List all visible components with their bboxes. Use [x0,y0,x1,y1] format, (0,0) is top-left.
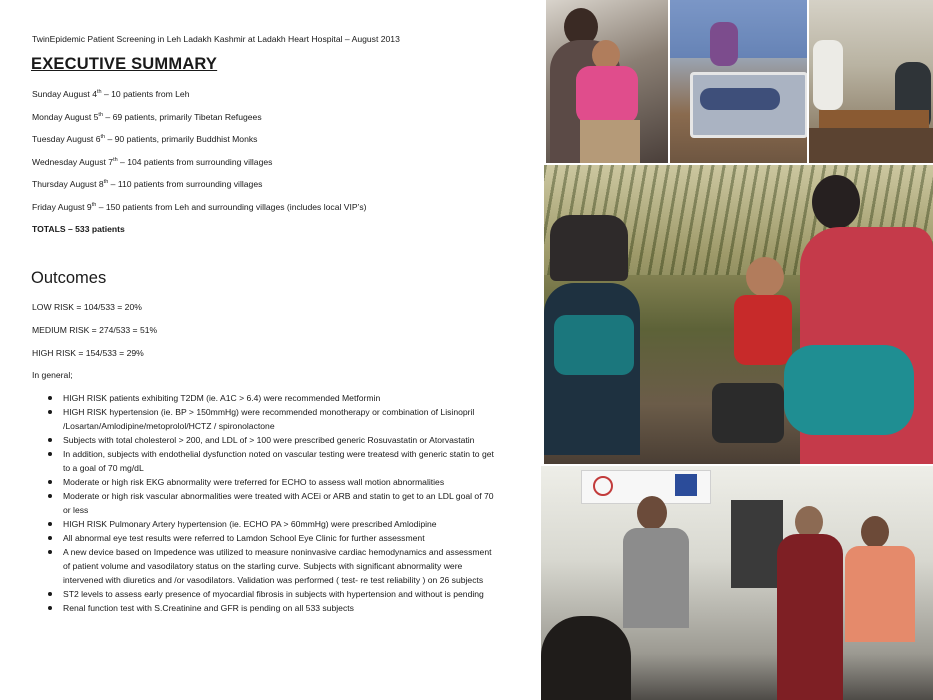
desk-shape [819,110,929,128]
emblem-icon [675,474,697,496]
risk-line-high: HIGH RISK = 154/533 = 29% [32,348,144,358]
totals-line: TOTALS – 533 patients [32,224,125,234]
patient-shape [700,88,780,110]
foreground-head-shape [541,616,631,700]
bullet-item: Subjects with total cholesterol > 200, and LDL of > 100 were prescribed generic Rosuvastatin or Atorvastatin [0,433,520,447]
photo-hospital-group [541,466,933,700]
bullet-item: ST2 levels to assess early presence of myocardial fibrosis in subjects with hypertension and without is pending [0,587,520,601]
child-head-shape [746,257,784,297]
day-line: Friday August 9th – 150 patients from Leh and surrounding villages (includes local VIP’s) [32,202,367,212]
monk-robe-shape [777,534,843,700]
photo-clinic-desk [809,0,933,163]
bullet-item: HIGH RISK hypertension (ie. BP > 150mmHg) were recommended monotherapy or combination of Lisinopril /Losartan/Amlodipine/metoprolol/HCTZ / spironolactone [0,405,520,433]
man-right-shirt-shape [845,546,915,642]
day-line: Wednesday August 7th – 104 patients from surrounding villages [32,157,273,167]
executive-summary-title: EXECUTIVE SUMMARY [31,55,218,73]
day-line: Thursday August 8th – 110 patients from surrounding villages [32,179,263,189]
bullet-item: All abnormal eye test results were referred to Lamdon School Eye Clinic for further assessment [0,531,520,545]
woman-hat-shape [550,215,628,281]
doctor-shape [813,40,843,110]
bullet-item: HIGH RISK patients exhibiting T2DM (ie. A1C > 6.4) were recommended Metformin [0,391,520,405]
risk-line-low: LOW RISK = 104/533 = 20% [32,302,142,312]
child-shirt-shape [734,295,792,365]
day-line: Sunday August 4th – 10 patients from Leh [32,89,190,99]
bullet-item: Moderate or high risk vascular abnormalities were treated with ACEi or ARB and statin to get to an LDL goal of 70 or less [0,489,520,517]
bullet-item: Renal function test with S.Creatinine and GFR is pending on all 533 subjects [0,601,520,615]
outcomes-bullet-list [0,391,520,615]
bullet-item: In addition, subjects with endothelial dysfunction noted on vascular testing were treatesd with generic statin to get to a goal of 70 mg/dL [0,447,520,475]
lap-shape [580,120,640,163]
bullet-item: Moderate or high risk EKG abnormality were treferred for ECHO to assess wall motion abnormalities [0,475,520,489]
curtain-shape [670,0,807,58]
in-general-label: In general; [32,370,73,380]
photo-mother-and-child [546,0,668,163]
day-line: Monday August 5th – 69 patients, primarily Tibetan Refugees [32,112,262,122]
man-right-head-shape [861,516,889,548]
bag-shape [712,383,784,443]
standing-person-shape [710,22,738,66]
floor-shape [809,128,933,163]
outcomes-title: Outcomes [31,269,107,287]
photo-patient-on-bed [670,0,807,163]
woman-right-skirt-shape [784,345,914,435]
bullet-item: HIGH RISK Pulmonary Artery hypertension (ie. ECHO PA > 60mmHg) were prescribed Amlodipine [0,517,520,531]
notice-board-shape [731,500,783,588]
woman-right-head-shape [812,175,860,229]
bullet-item: A new device based on Impedence was utilized to measure noninvasive cardiac hemodynamics and assessment of patient volume and vasodilatory status on the starling curve. Subjects with significant abnormality were intervened with diuretics and /or vasodilators. Validation was performed ( test- re test reliability ) on 26 subjects [0,545,520,587]
teal-shawl-shape [554,315,634,375]
risk-line-medium: MEDIUM RISK = 274/533 = 51% [32,325,158,335]
day-line: Tuesday August 6th – 90 patients, primarily Buddhist Monks [32,134,258,144]
man-head-shape [637,496,667,530]
man-shirt-shape [623,528,689,628]
document-header: TwinEpidemic Patient Screening in Leh Ladakh Kashmir at Ladakh Heart Hospital – August 2013 [32,34,400,44]
child-body-shape [576,66,638,124]
heart-logo-icon [593,476,613,496]
photo-family-outdoors [544,165,933,464]
